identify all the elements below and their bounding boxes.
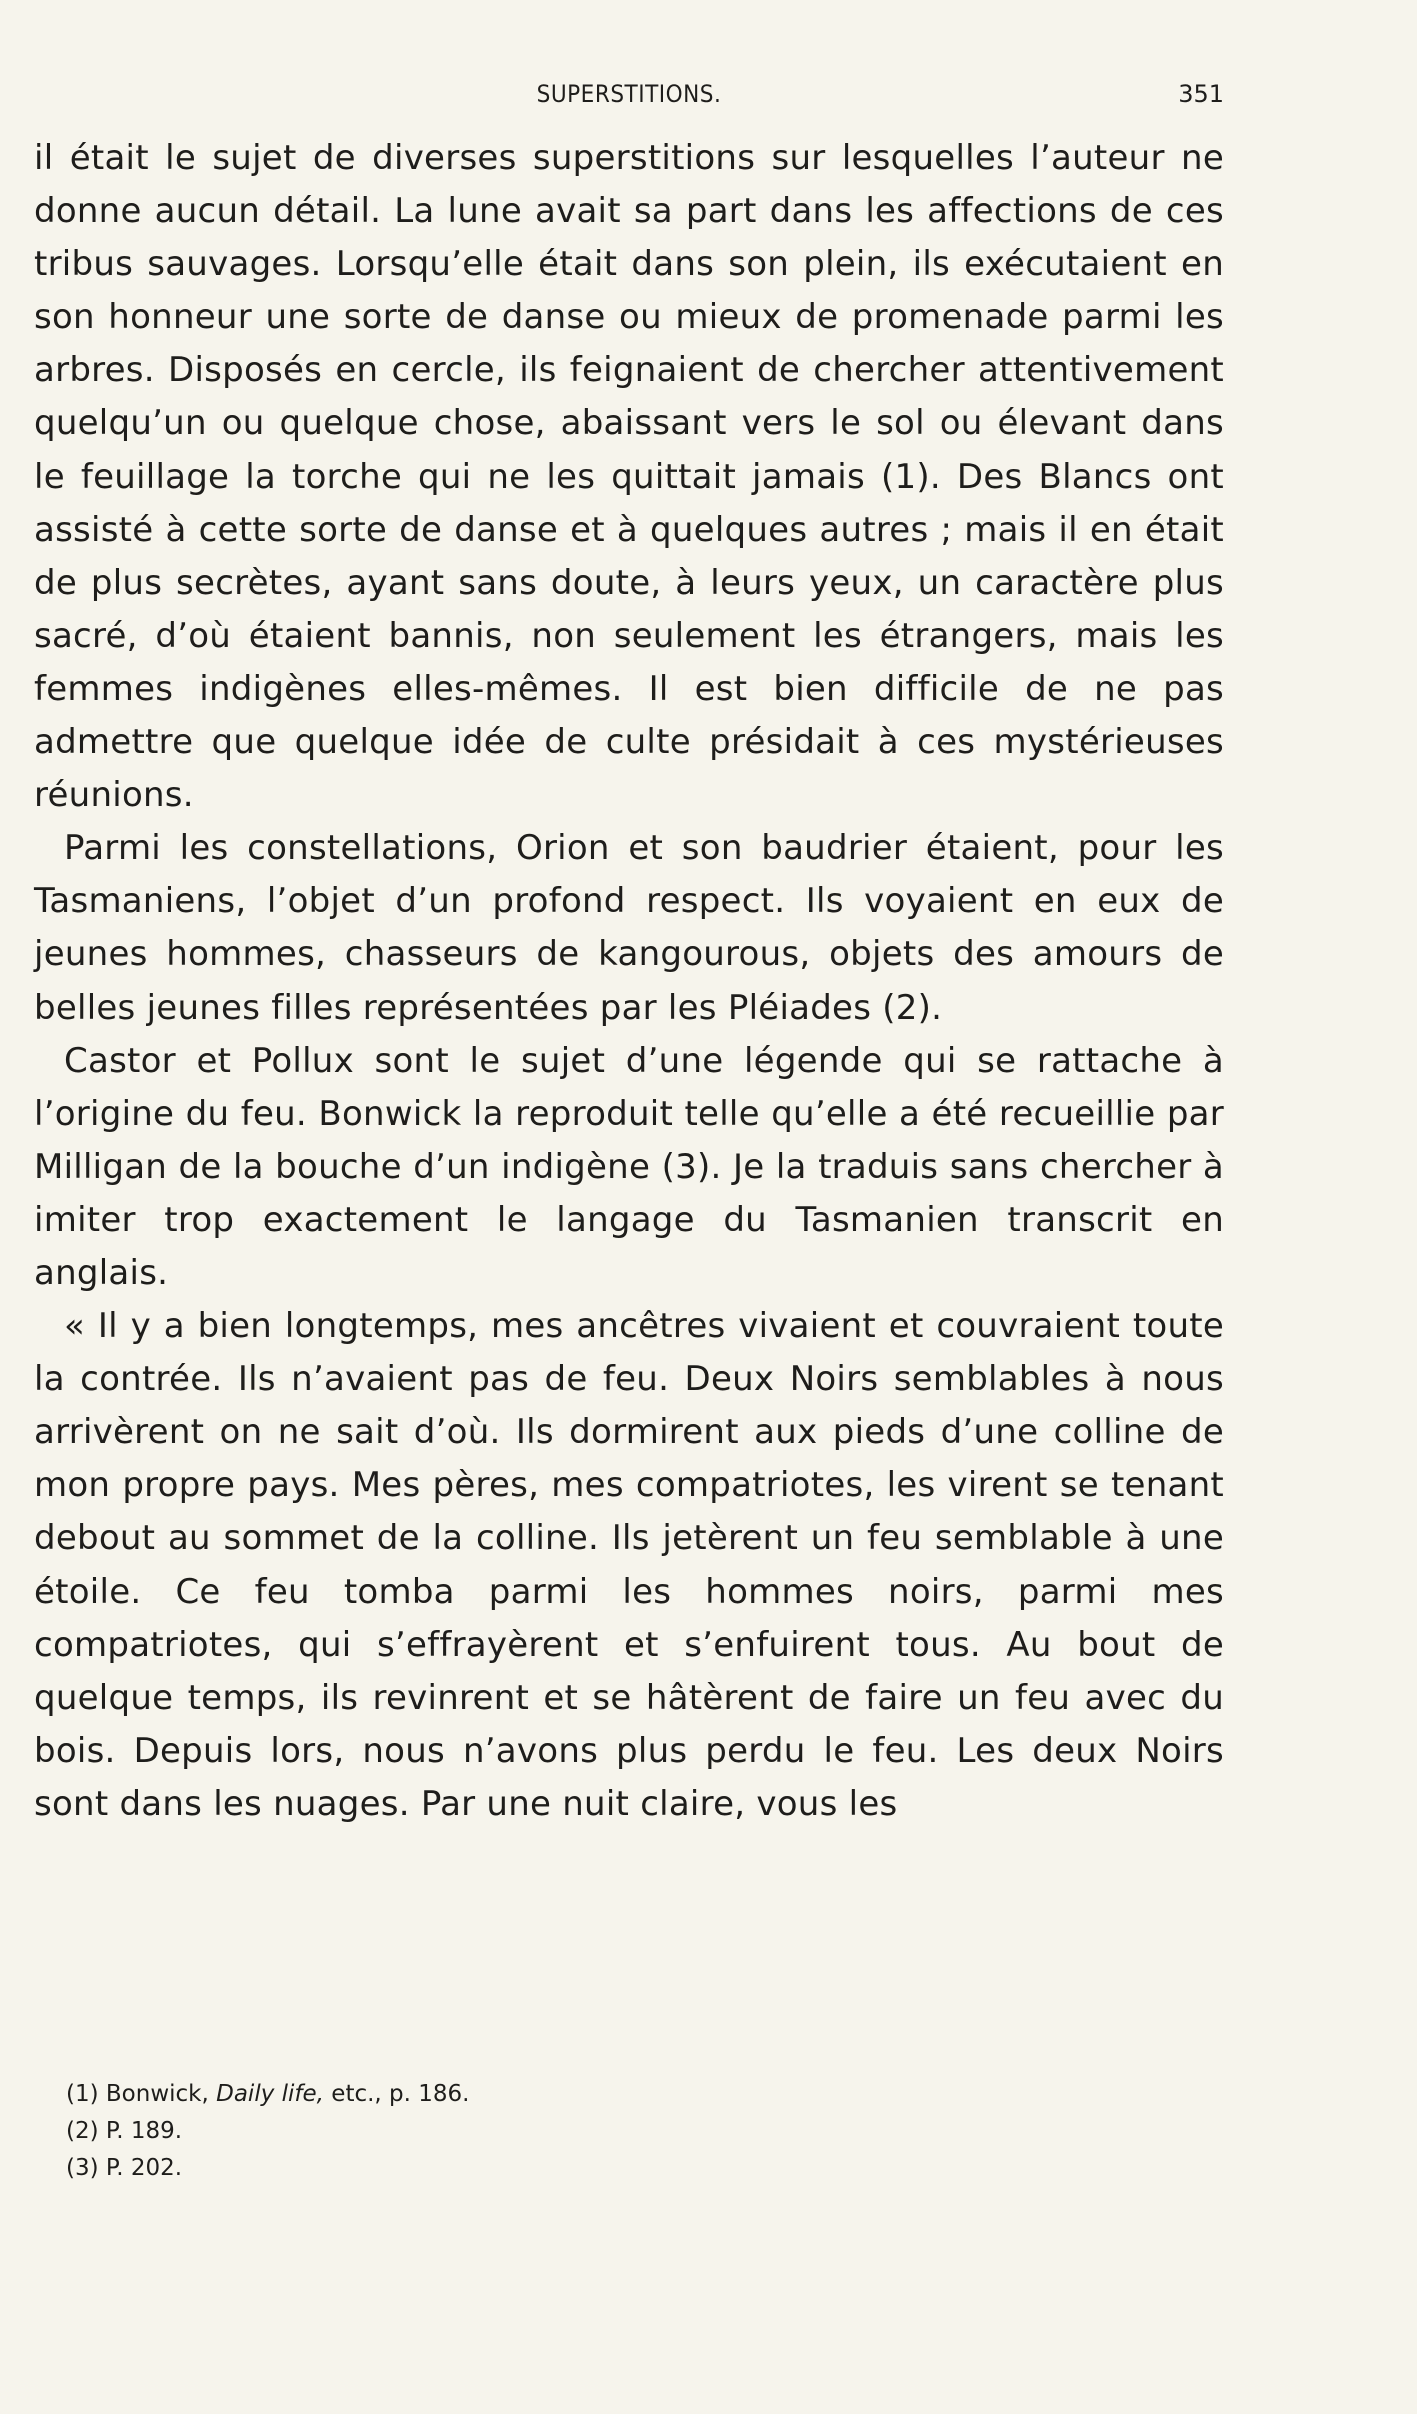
footnote-text: P. 202. <box>105 2155 183 2181</box>
footnote-mark: (3) <box>66 2155 99 2181</box>
page-header <box>34 80 1224 120</box>
footnote-text-end: etc., p. 186. <box>323 2081 470 2107</box>
footnote-mark: (2) <box>66 2118 99 2144</box>
body-text <box>34 132 1224 1831</box>
paragraph-castor-pollux: Castor et Pollux sont le sujet d’une légende qui se rattache à l’origine du feu. Bonwick la reproduit telle qu’elle a été recueillie par Milligan de la bouche d’un indigène (3). Je la traduis sans chercher à imiter trop exactement le langage du Tasmanien transcrit en anglais. <box>34 1040 1224 1293</box>
page-number: 351 <box>1178 80 1224 108</box>
running-head: SUPERSTITIONS. <box>536 80 722 108</box>
footnotes <box>66 2076 1166 2187</box>
footnote-1 <box>66 2076 1166 2113</box>
footnote-2 <box>66 2113 1166 2150</box>
paragraph-orion: Parmi les constellations, Orion et son baudrier étaient, pour les Tasmaniens, l’objet d’un profond respect. Ils voyaient en eux de jeunes hommes, chasseurs de kangourous, objets des amours de belles jeunes filles représentées par les Pléiades (2). <box>34 828 1224 1028</box>
paragraph-moon-dances: il était le sujet de diverses superstitions sur lesquelles l’auteur ne donne aucun détail. La lune avait sa part dans les affections de ces tribus sauvages. Lorsqu’elle était dans son plein, ils exécutaient en son honneur une sorte de danse ou mieux de promenade parmi les arbres. Disposés en cercle, ils feignaient de chercher attentivement quelqu’un ou quelque chose, abaissant vers le sol ou élevant dans le feuillage la torche qui ne les quittait jamais (1). Des Blancs ont assisté à cette sorte de danse et à quelques autres ; mais il en était de plus secrètes, ayant sans doute, à leurs yeux, un caractère plus sacré, d’où étaient bannis, non seulement les étrangers, mais les femmes indigènes elles-mêmes. Il est bien difficile de ne pas admettre que quelque idée de culte présidait à ces mystérieuses réunions. <box>34 138 1224 816</box>
paragraph-fire-legend: « Il y a bien longtemps, mes ancêtres vivaient et couvraient toute la contrée. Ils n’avaient pas de feu. Deux Noirs semblables à nous arrivèrent on ne sait d’où. Ils dormirent aux pieds d’une colline de mon propre pays. Mes pères, mes compatriotes, les virent se tenant debout au sommet de la colline. Ils jetèrent un feu semblable à une étoile. Ce feu tomba parmi les hommes noirs, parmi mes compatriotes, qui s’effrayèrent et s’enfuirent tous. Au bout de quelque temps, ils revinrent et se hâtèrent de faire un feu avec du bois. Depuis lors, nous n’avons plus perdu le feu. Les deux Noirs sont dans les nuages. Par une nuit claire, vous les <box>34 1306 1224 1824</box>
footnote-title: Daily life, <box>216 2081 324 2107</box>
footnote-text: P. 189. <box>105 2118 183 2144</box>
footnote-text: Bonwick, <box>105 2081 217 2107</box>
footnote-mark: (1) <box>66 2081 99 2107</box>
footnote-3 <box>66 2150 1166 2187</box>
